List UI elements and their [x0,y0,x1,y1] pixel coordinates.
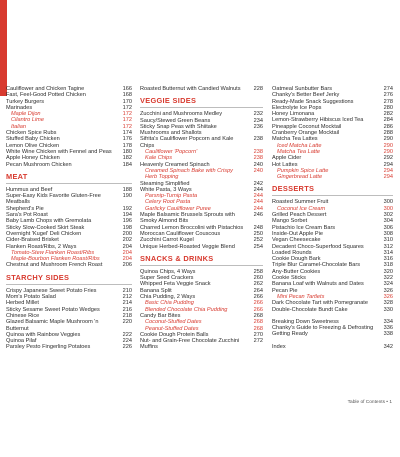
entry-title: Sara's Pot Roast [6,212,48,219]
toc-column-3 [272,86,393,350]
toc-entry[interactable] [6,162,132,168]
entry-title: Loaded Rounds [272,249,312,256]
page-number: 222 [122,331,132,338]
page-number: 168 [122,92,132,99]
page-number: 318 [383,262,393,269]
entry-title: White Pasta, 3 Ways [140,186,192,193]
page-number: 330 [383,306,393,313]
page-number: 198 [122,224,132,231]
entry-title: Stuffed Baby Chicken [6,136,60,143]
entry-title: Marinades [6,104,33,111]
page-number: 182 [122,155,132,162]
section-heading: SNACKS & DRINKS [140,254,263,266]
page-number: 246 [253,212,263,219]
page-number: 264 [253,287,263,294]
entry-title: Kale Chips [145,155,173,162]
toc-section [272,86,393,180]
entry-title: Pecan Pie [272,287,298,294]
page-number: 188 [122,186,132,193]
section-heading: DESSERTS [272,184,393,196]
page-number: 278 [383,98,393,105]
page-number: 334 [383,318,393,325]
toc-entry[interactable] [272,307,393,313]
entry-title: Apple Honey Chicken [6,155,60,162]
entry-title: Steaming Simplified [140,180,190,187]
page-number: 294 [383,161,393,168]
entry-title: Cranberry Orange Mocktail [272,130,340,137]
entry-title: Cookie Dough Bark [272,256,321,263]
toc-section [140,254,263,351]
page-number: 240 [253,161,263,168]
page-number: 338 [383,331,393,338]
entry-title: Grilled Peach Dessert [272,212,327,219]
toc-section [6,172,132,269]
entry-title: Super Seed Crackers [140,275,194,282]
page-number: 232 [253,111,263,118]
entry-title: Sticky Slow-Cooked Skirt Steak [6,224,85,231]
page-number: 322 [383,275,393,282]
page-number: 166 [122,86,132,92]
page-number: 180 [122,148,132,155]
entry-title: Vegan Cheesecake [272,237,321,244]
toc-entry[interactable] [140,212,263,225]
page-number: 212 [122,294,132,301]
entry-title: Chia Pudding, 2 Ways [140,294,196,301]
entry-title: Chinese Rice [6,312,40,319]
page-number: 234 [253,117,263,124]
entry-title: Lemon Olive Chicken [6,142,60,149]
page-number: 226 [122,344,132,351]
page-number: 324 [383,281,393,288]
page-number: 272 [253,338,263,345]
entry-title: Chestnut and Mushroom French Roast [6,262,103,269]
toc-entry[interactable] [6,344,132,350]
page-number: 200 [122,230,132,237]
entry-title: Matcha Tea Lattes [272,136,318,143]
toc-entry[interactable] [6,193,132,206]
entry-title: Roasted Butternut with Candied Walnuts [140,86,241,92]
entry-title: Double-Chocolate Bundt Cake [272,306,348,313]
entry-title: Sticky Sesame Sweet Potato Wedges [6,306,100,313]
entry-title: Chicken Spice Rubs [6,130,57,137]
page-number: 326 [383,287,393,294]
page-number: 170 [122,98,132,105]
entry-title: Tomato-Stew Flanken Roast/Ribs [11,249,95,256]
entry-title: Coconut Ice Cream [277,205,326,212]
page-number: 238 [253,155,263,162]
page-number: 328 [383,300,393,307]
entry-title: Matcha Tea Latte [277,148,321,155]
entry-title: Dark Chocolate Tart with Pomegranate [272,300,368,307]
entry-title: Fast, Feel-Good Potted Chicken [6,92,86,99]
entry-title: Zucchini Carrot Kugel [140,237,194,244]
entry-title: Parsley Pesto Fingerling Potatoes [6,344,91,351]
entry-title: Oatmeal Sunbutter Bars [272,86,333,92]
entry-title: Apple Cider [272,155,302,162]
entry-title: Nut- and Grain-Free Chocolate Zucchini Muffins [140,338,240,351]
entry-title: Zucchini and Mushrooms Medley [140,111,223,118]
page-number: 194 [122,212,132,219]
page-number: 238 [253,149,263,156]
page-number: 218 [122,312,132,319]
section-heading: MEAT [6,172,132,184]
entry-title: Maple Balsamic Brussels Sprouts with Smoky Almond Bits [140,212,235,225]
entry-title: Sifrita's Cauliflower Popcorn and Kale Chips [140,136,234,149]
page-number: 242 [253,180,263,187]
toc-section [140,86,263,92]
entry-title: Hummus and Beef [6,186,53,193]
page-number: 270 [253,331,263,338]
toc-section [6,86,132,168]
page-number: 190 [122,193,132,200]
page-number: 290 [383,142,393,149]
toc-entry[interactable] [140,86,263,92]
entry-title: Italian [11,123,26,130]
page-number: 204 [122,249,132,256]
page-number: 172 [122,123,132,130]
entry-title: Triple Blur Caramel-Chocolate Bars [272,262,361,269]
page-number: 280 [383,104,393,111]
page-number: 214 [122,300,132,307]
entry-title: Mini Pecan Tartlets [277,293,325,300]
page-number: 336 [383,325,393,332]
toc-section [272,184,393,350]
section-heading: STARCHY SIDES [6,273,132,285]
entry-title: Pistachio Ice Cream Bars [272,224,336,231]
entry-title: Cider-Braised Brisket [6,237,59,244]
page-number: 172 [122,104,132,111]
entry-title: Celery Root Pasta [145,199,191,206]
toc-entry[interactable] [140,136,263,149]
page-number: 268 [253,325,263,332]
page-number: 314 [383,249,393,256]
page-number: 258 [253,268,263,275]
entry-title: Blended Chocolate Chia Pudding [145,306,228,313]
page-number: 342 [383,343,393,350]
entry-title: Mom's Potato Salad [6,294,56,301]
entry-title: Candy Bar Bites [140,312,181,319]
page-number: 266 [253,300,263,307]
toc-column-1 [6,86,132,351]
entry-title: Glazed Balsamic Maple Mushroom 'n Butternut [6,319,99,332]
entry-title: Unique Herbed-Roasted Veggie Blend [140,243,235,250]
entry-title: Shepherd's Pie [6,205,44,212]
entry-title: Parsnip-Turnip Pasta [145,193,198,200]
entry-title: Heavenly Creamed Spinach [140,161,210,168]
page-number: 236 [253,123,263,130]
page-number: 320 [383,268,393,275]
entry-title: Getting Ready [272,331,308,338]
page-number: 294 [383,167,393,174]
toc-column-2 [140,86,263,351]
entry-title: Decadent Choco-Superfood Squares [272,243,364,250]
entry-title: Pecan Mushroom Chicken [6,161,72,168]
entry-title: Maple Dijon [11,111,41,118]
page-number: 184 [122,161,132,168]
entry-title: Sticky Snap Peas with Shiitake Mushrooms and Shallots [140,123,217,137]
entry-title: Pineapple Coconut Mocktail [272,123,342,130]
entry-title: Creamed Spinach Bake with Crispy Herb Topping [145,167,233,181]
page-number: 306 [383,224,393,231]
entry-title: Honey Limonana [272,111,315,118]
page-number: 310 [383,237,393,244]
page-number: 216 [122,306,132,313]
page-number: 290 [383,148,393,155]
page-number: 266 [253,294,263,301]
entry-title: Chanky's Guide to Freezing & Defrosting [272,325,374,332]
entry-title: Turkey Burgers [6,98,45,105]
entry-title: Ready-Made Snack Suggestions [272,98,354,105]
entry-title: Cookie Dough Protein Balls [140,331,209,338]
page-number: 276 [383,92,393,99]
entry-title: Lemon-Strawberry Hibiscus Iced Tea [272,117,364,124]
page-number: 240 [253,167,263,174]
page-number: 266 [253,306,263,313]
page-number: 262 [253,281,263,288]
page-number: 244 [253,199,263,206]
page-number: 174 [122,130,132,137]
page-number: 178 [122,142,132,149]
entry-title: Electrolyte Ice Pops [272,104,322,111]
toc-entry[interactable] [140,124,263,137]
page-number: 238 [253,136,263,143]
entry-title: Iced Matcha Latte [277,142,322,149]
page-number: 202 [122,237,132,244]
entry-title: Banana Split [140,287,172,294]
page-number: 176 [122,136,132,143]
page-footer: Table of Contents • 1 [347,400,392,405]
entry-title: Hot Lattes [272,161,298,168]
page-number: 224 [122,338,132,345]
entry-title: Peanut-Stuffed Dates [145,325,199,332]
entry-title: Cookie Sticks [272,275,306,282]
page-number: 172 [122,111,132,118]
entry-title: Pumpkin Spice Latte [277,167,329,174]
entry-title: Herbed Millet [6,300,39,307]
page-number: 196 [122,218,132,225]
entry-title: Quinoa Chips, 4 Ways [140,268,196,275]
entry-title: Any-Butter Cookies [272,268,321,275]
section-heading: VEGGIE SIDES [140,96,263,108]
page-number: 192 [122,205,132,212]
page-number: 252 [253,237,263,244]
page-number: 286 [383,123,393,130]
page-number: 300 [383,199,393,206]
page-number: 282 [383,111,393,118]
page-number: 274 [383,86,393,92]
entry-title: Maple-Bourbon Flanken Roast/Ribs [11,256,100,263]
page-number: 260 [253,275,263,282]
entry-title: Mango Sorbet [272,218,308,225]
toc-entry[interactable] [6,262,132,268]
entry-title: Basic Chia Pudding [145,300,194,307]
entry-title: Index [272,343,286,350]
entry-title: Banana Loaf with Walnuts and Dates [272,281,364,288]
page-number: 248 [253,224,263,231]
page-number: 288 [383,130,393,137]
entry-title: Charred Lemon Broccolini with Pistachios [140,224,244,231]
entry-title: Overnight 'Kugel' Deli Chicken [6,230,82,237]
toc-section [6,273,132,351]
page-number: 292 [383,155,393,162]
toc-entry[interactable] [6,319,132,332]
page-number: 244 [253,193,263,200]
entry-title: Chanky's Better Beef Jerky [272,92,340,99]
entry-title: Whipped Feta Veggie Snack [140,281,211,288]
page-number: 206 [122,262,132,269]
page-number: 284 [383,117,393,124]
entry-title: Cauliflower and Chicken Tagine [6,86,85,92]
page-number: 254 [253,243,263,250]
entry-title: Baby Lamb Chops with Gremolata [6,218,92,225]
page-number: 244 [253,186,263,193]
page-number: 312 [383,243,393,250]
toc-entry[interactable] [140,244,263,250]
page-number: 326 [383,293,393,300]
page-number: 290 [383,136,393,143]
page-number: 294 [383,174,393,181]
entry-title: Cauliflower 'Popcorn' [145,149,198,156]
entry-title: Cilantro Lime [11,117,44,124]
entry-title: Roasted Summer Fruit [272,199,329,206]
entry-title: Quinoa Pilaf [6,338,37,345]
page-number: 228 [253,86,263,92]
page-number: 316 [383,256,393,263]
page-number: 304 [383,218,393,225]
entry-title: Breaking Down Sweetness [272,318,339,325]
entry-title: Inside-Out Apple Pie [272,230,323,237]
entry-title: White Wine Chicken with Fennel and Peas [6,148,112,155]
accent-bar [0,0,7,96]
entry-title: Coconut-Stuffed Dates [145,319,202,326]
page-number: 268 [253,312,263,319]
toc-section [140,96,263,250]
page-number: 172 [122,117,132,124]
toc-entry[interactable] [140,338,263,351]
page-number: 244 [253,205,263,212]
entry-title: Garlicky Cauliflower Puree [145,205,211,212]
toc-subentry[interactable] [272,174,393,180]
entry-title: Gingerbread Latte [277,174,323,181]
page-number: 210 [122,287,132,294]
entry-title: Moroccan Cauliflower Couscous [140,230,221,237]
entry-title: Saucy/Stewed Green Beans [140,117,211,124]
toc-subentry[interactable] [140,168,263,181]
page-number: 220 [122,319,132,326]
entry-title: Flanken Roast/Ribs, 2 Ways [6,243,77,250]
page-number: 204 [122,256,132,263]
page-number: 302 [383,212,393,219]
entry-title: Quinoa with Rainbow Veggies [6,331,81,338]
entry-title: Crispy Japanese Sweet Potato Fries [6,287,97,294]
page-number: 308 [383,230,393,237]
page-number: 268 [253,319,263,326]
page-number: 300 [383,205,393,212]
toc-entry[interactable] [272,344,393,350]
page-number: 204 [122,243,132,250]
entry-title: Super-Easy Kids Favorite Gluten-Free Meatballs [6,193,101,206]
toc-entry[interactable] [272,331,393,337]
page-number: 250 [253,230,263,237]
